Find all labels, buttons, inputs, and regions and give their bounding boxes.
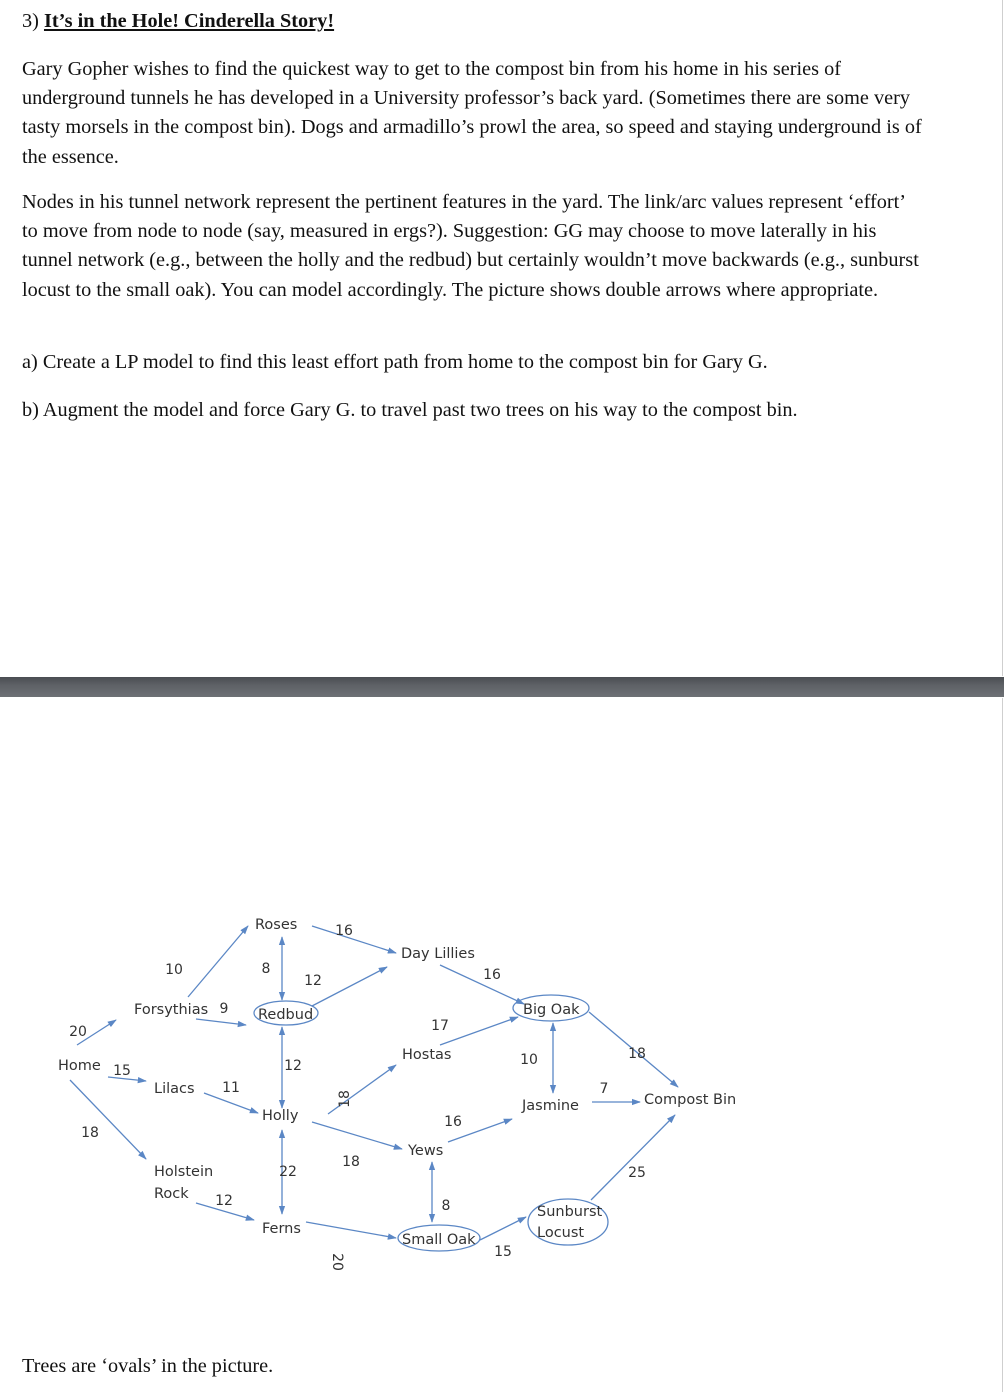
weight-daylillies-bigoak: 16 (483, 967, 501, 983)
edge-holly-yews (312, 1122, 402, 1149)
node-compost: Compost Bin (644, 1092, 737, 1108)
node-hostas: Hostas (402, 1047, 452, 1063)
edge-redbud-daylillies (312, 967, 387, 1006)
question-a: a) Create a LP model to find this least effort path from home to the compost bin for Gary G. (22, 351, 768, 373)
node-redbud: Redbud (258, 1007, 314, 1023)
edge-forsythias-redbud (196, 1019, 246, 1025)
weight-roses-redbud: 8 (261, 961, 271, 977)
node-labels-layer (58, 917, 736, 1248)
weight-jasmine-compost: 7 (599, 1081, 609, 1097)
weight-redbud-holly: 12 (284, 1058, 302, 1074)
weight-holly-hostas: 18 (337, 1090, 353, 1108)
node-holly: Holly (262, 1108, 299, 1124)
footer-note: Trees are ‘ovals’ in the picture. (22, 1355, 274, 1377)
edge-hostas-bigoak (440, 1017, 518, 1045)
weight-yews-jasmine: 16 (444, 1114, 462, 1130)
node-forsythias: Forsythias (134, 1002, 209, 1018)
node-yews: Yews (408, 1143, 444, 1159)
question-b: b) Augment the model and force Gary G. to travel past two trees on his way to the compost bin. (22, 399, 798, 421)
weight-bigoak-compost: 18 (628, 1046, 646, 1062)
weight-forsythias-roses: 10 (165, 962, 183, 978)
node-jasmine: Jasmine (522, 1098, 579, 1114)
edge-home-holstein (70, 1080, 146, 1159)
weight-forsythias-redbud: 9 (219, 1001, 229, 1017)
node-smalloak: Small Oak (402, 1232, 476, 1248)
weight-sunburst-compost: 25 (628, 1165, 646, 1181)
weight-home-holstein: 18 (81, 1125, 99, 1141)
weight-home-lilacs: 15 (113, 1063, 131, 1079)
weight-yews-smalloak: 8 (441, 1198, 451, 1214)
weight-lilacs-holly: 11 (222, 1080, 240, 1096)
weight-hostas-bigoak: 17 (431, 1018, 449, 1034)
weight-home-forsythias: 20 (69, 1024, 87, 1040)
weight-holstein-ferns: 12 (215, 1193, 233, 1209)
node-home: Home (58, 1058, 101, 1074)
node-holstein: Holstein Rock (154, 1164, 214, 1202)
problem-number: 3) (22, 10, 44, 32)
intro-paragraph: Gary Gopher wishes to find the quickest way to get to the compost bin from his home in his series of underground tunnels he has developed in a University professor’s back yard. (Sometimes there are some very tasty morsels in the compost bin). Dogs and armadillo’s prowl the area, so speed and staying underground is of the essence. (22, 58, 922, 168)
problem-title: It’s in the Hole! Cinderella Story! (43, 10, 335, 32)
node-roses: Roses (255, 917, 298, 933)
weight-holly-yews: 18 (342, 1154, 360, 1170)
edge-forsythias-roses (188, 926, 248, 997)
edge-roses-daylillies (312, 926, 396, 953)
edge-daylillies-bigoak (440, 965, 524, 1004)
node-bigoak: Big Oak (523, 1002, 580, 1018)
weight-ferns-smalloak: 20 (329, 1253, 345, 1271)
model-paragraph: Nodes in his tunnel network represent the pertinent features in the yard. The link/arc values represent ‘effort’ to move from node to node (say, measured in ergs?). Suggestion: GG may choose to move laterally in his tunnel network (e.g., between the holly and the redbud) but certainly wouldn’t move backwards (e.g., sunburst locust to the small oak). You can model accordingly. The picture shows double arrows where appropriate. (22, 191, 919, 301)
edge-sunburst-compost (591, 1115, 675, 1200)
weight-bigoak-jasmine: 10 (520, 1052, 538, 1068)
edge-ferns-smalloak (306, 1222, 396, 1238)
edge-smalloak-sunburst (480, 1217, 526, 1240)
node-daylillies: Day Lillies (401, 946, 475, 962)
node-sunburst: Sunburst Locust (537, 1204, 603, 1241)
node-ferns: Ferns (262, 1221, 301, 1237)
edge-lilacs-holly (204, 1093, 258, 1113)
weight-redbud-daylillies: 12 (304, 973, 322, 989)
weight-holly-ferns: 22 (279, 1164, 297, 1180)
weight-smalloak-sunburst: 15 (494, 1244, 512, 1260)
weight-roses-daylillies: 16 (335, 923, 353, 939)
node-lilacs: Lilacs (154, 1081, 195, 1097)
